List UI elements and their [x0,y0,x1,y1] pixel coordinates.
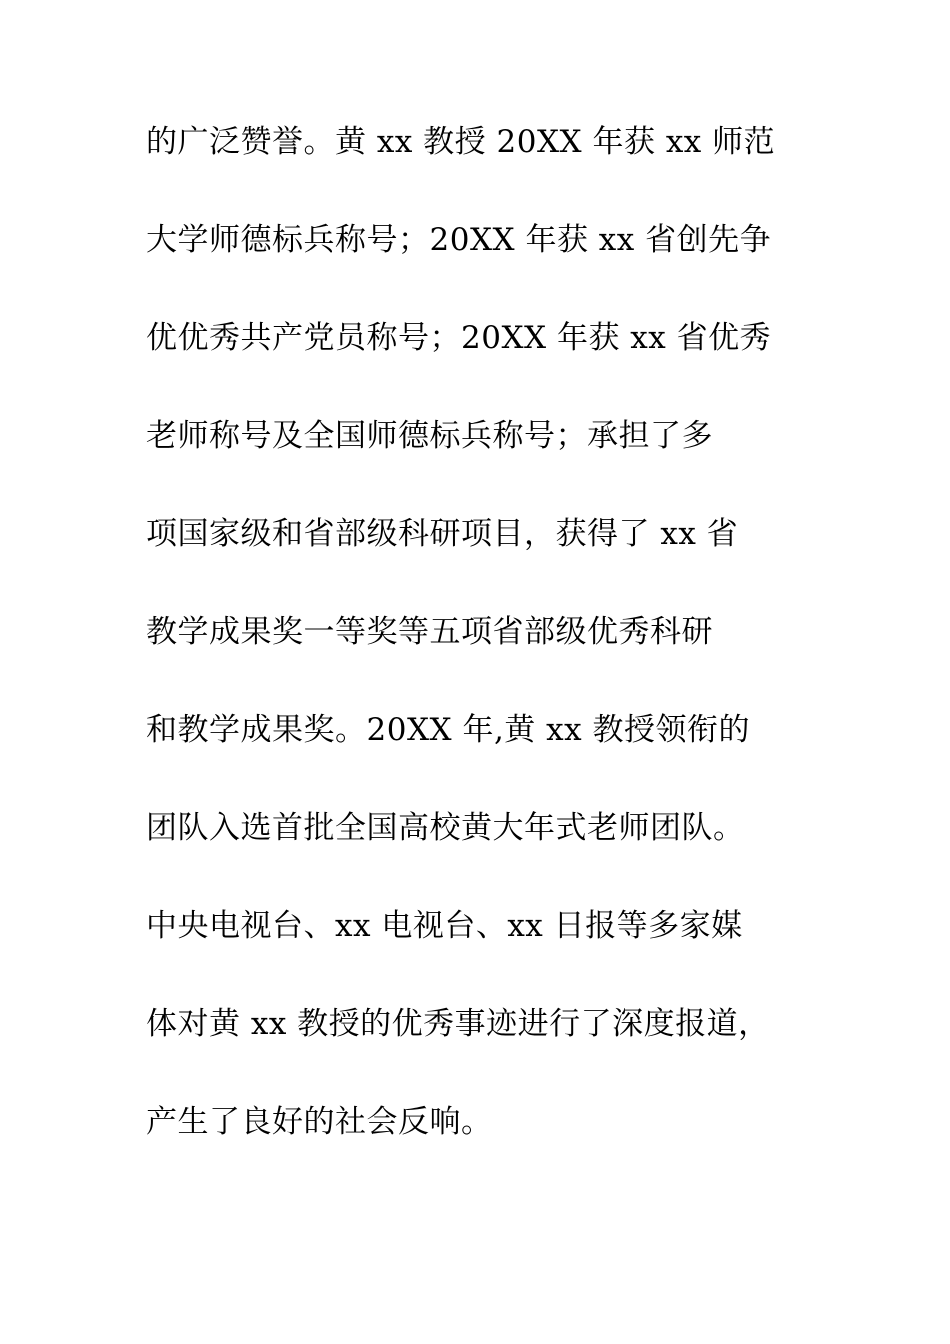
text-line-1: 的广泛赞誉。黄 xx 教授 20XX 年获 xx 师范 [146,124,776,160]
text-line-10: 体对黄 xx 教授的优秀事迹进行了深度报道， [146,1006,770,1042]
text-line-6: 教学成果奖一等奖等五项省部级优秀科研 [146,614,713,650]
text-line-7: 和教学成果奖。20XX 年,黄 xx 教授领衔的 [146,712,750,748]
text-line-3: 优优秀共产党员称号；20XX 年获 xx 省优秀 [146,320,772,356]
text-line-2: 大学师德标兵称号；20XX 年获 xx 省创先争 [146,222,772,258]
text-line-9: 中央电视台、xx 电视台、xx 日报等多家媒 [146,908,743,944]
body-text [146,124,826,1140]
text-line-5: 项国家级和省部级科研项目，获得了 xx 省 [146,516,739,552]
text-line-4: 老师称号及全国师德标兵称号；承担了多 [146,418,713,454]
text-line-11: 产生了良好的社会反响。 [146,1104,493,1140]
text-line-8: 团队入选首批全国高校黄大年式老师团队。 [146,810,745,846]
